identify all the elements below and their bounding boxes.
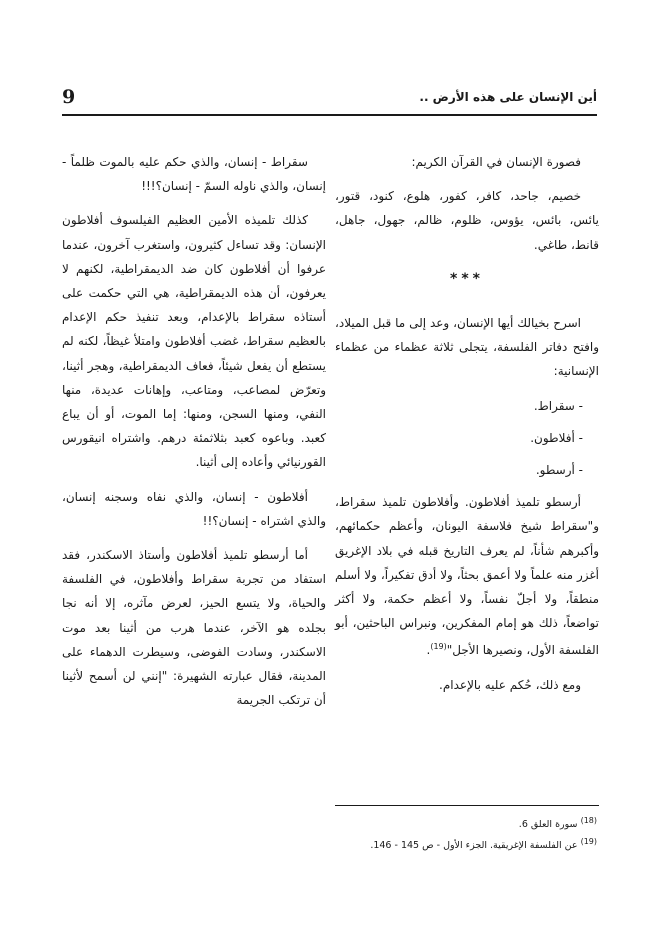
footnote-text: سورة العلق 6. bbox=[518, 819, 578, 831]
list-item: - أفلاطون. bbox=[530, 430, 583, 445]
footnote bbox=[335, 833, 599, 854]
paragraph: اسرح بخيالك أيها الإنسان، وعد إلى ما قبل الميلاد، وافتح دفاتر الفلسفة، يتجلى ثلاثة عظماء من عظماء الإنسانية: bbox=[335, 316, 599, 379]
right-column bbox=[335, 150, 599, 707]
running-header bbox=[62, 86, 597, 118]
footnote-text: عن الفلسفة الإغريقية. الجزء الأول - ص 145 - 146. bbox=[370, 840, 578, 852]
paragraph: ومع ذلك، حُكم عليه بالإعدام. bbox=[439, 677, 581, 692]
footnote bbox=[335, 812, 599, 833]
attribute-list: خصيم، جاحد، كافر، كفور، هلوع، كنود، قتور، يائس، بائس، يؤوس، ظلوم، ظالم، جهول، جاهل، قانط، طاغي. bbox=[335, 189, 599, 252]
paragraph: فصورة الإنسان في القرآن الكريم: bbox=[411, 155, 581, 169]
section-separator: *** bbox=[450, 270, 484, 287]
footnotes bbox=[335, 805, 599, 854]
list-item: - أرسطو. bbox=[535, 463, 583, 478]
paragraph: أرسطو تلميذ أفلاطون. وأفلاطون تلميذ سقراط، و"سقراط شيخ فلاسفة اليونان، وأعظم حكمائهم، وأكبرهم شأناً، لم يعرف التاريخ قبله في بلاد الإغريق أغزر منه علماً ولا أعمق بحثاً، ولا أدق تفكيراً، ولا أسلم منطقاً، ولا أجلّ نفساً، ولا أعظم حكمة، ولا أكثر تواضعاً، ذلك هو إمام المفكرين، ونبراس الباحثين، أبو الفلسفة الأول، ونصيرها الأجل"$^{(19)}$. bbox=[335, 495, 599, 658]
header-rule bbox=[62, 114, 597, 116]
list-item: - سقراط. bbox=[533, 398, 583, 413]
paragraph: كذلك تلميذه الأمين العظيم الفيلسوف أفلاطون الإنسان: وقد تساءل كثيرون، واستغرب آخرون، عندما عرفوا أن أفلاطون كان ضد الديمقراطية، لكنهم لا يعرفون، أن هذه الديمقراطية، هي التي حكمت على أستاذه سقراط بالإعدام، وبعد تنفيذ حكم الإعدام بالعظيم سقراط، غضب أفلاطون وامتلأ غيظاً، لكنه لم يستطع أن يفعل شيئاً، فعاف الديمقراطية، وهجر أثينا، وتعرّض لمصاعب، ومتاعب، وإهانات عديدة، منها النفي، ومنها السجن، ومنها: إما الموت، أو أن يباع كعبد. وباعوه كعبد بثلاثمئة درهم. واشتراه انيقورس القورنيائي وأعاده إلى أثينا. bbox=[62, 213, 326, 470]
paragraph: سقراط - إنسان، والذي حكم عليه بالموت ظلماً - إنسان، والذي ناوله السمّ - إنسان؟!!! bbox=[62, 155, 326, 194]
running-title: أين الإنسان على هذه الأرض .. bbox=[419, 90, 597, 104]
paragraph-text: أرسطو تلميذ أفلاطون. وأفلاطون تلميذ سقراط، و"سقراط شيخ فلاسفة اليونان، وأعظم حكمائهم، وأكبرهم شأناً، لم يعرف التاريخ قبله في بلاد الإغريق أغزر منه علماً ولا أعمق بحثاً، ولا أدق تفكيراً، ولا أسلم منطقاً، ولا أجلّ نفساً، ولا أعظم حكمة، ولا أكثر تواضعاً، ذلك هو إمام المفكرين، ونبراس الباحثين، أبو الفلسفة الأول، ونصيرها الأجل" bbox=[335, 495, 599, 658]
footnote-reference: (19) bbox=[430, 642, 447, 652]
page-number: 9 bbox=[62, 86, 76, 108]
paragraph: أما أرسطو تلميذ أفلاطون وأستاذ الاسكندر، فقد استفاد من تجربة سقراط وأفلاطون، في الفلسفة والحياة، ولا يتسع الحيز، لعرض مآثره، إلا أنه نجا بجلده هو الآخر، عندما هرب من أثينا بعد موت الاسكندر، وسادت الفوضى، وسيطرت الدهماء على المدينة، فقال عبارته الشهيرة: "إنني لن أسمح لأثينا أن ترتكب الجريمة bbox=[62, 548, 326, 708]
paragraph: أفلاطون - إنسان، والذي نفاه وسجنه إنسان، والذي اشتراه - إنسان؟!! bbox=[62, 489, 326, 528]
footnote-number: (18) bbox=[580, 816, 597, 825]
footnote-number: (19) bbox=[580, 837, 597, 847]
left-column bbox=[62, 150, 326, 722]
